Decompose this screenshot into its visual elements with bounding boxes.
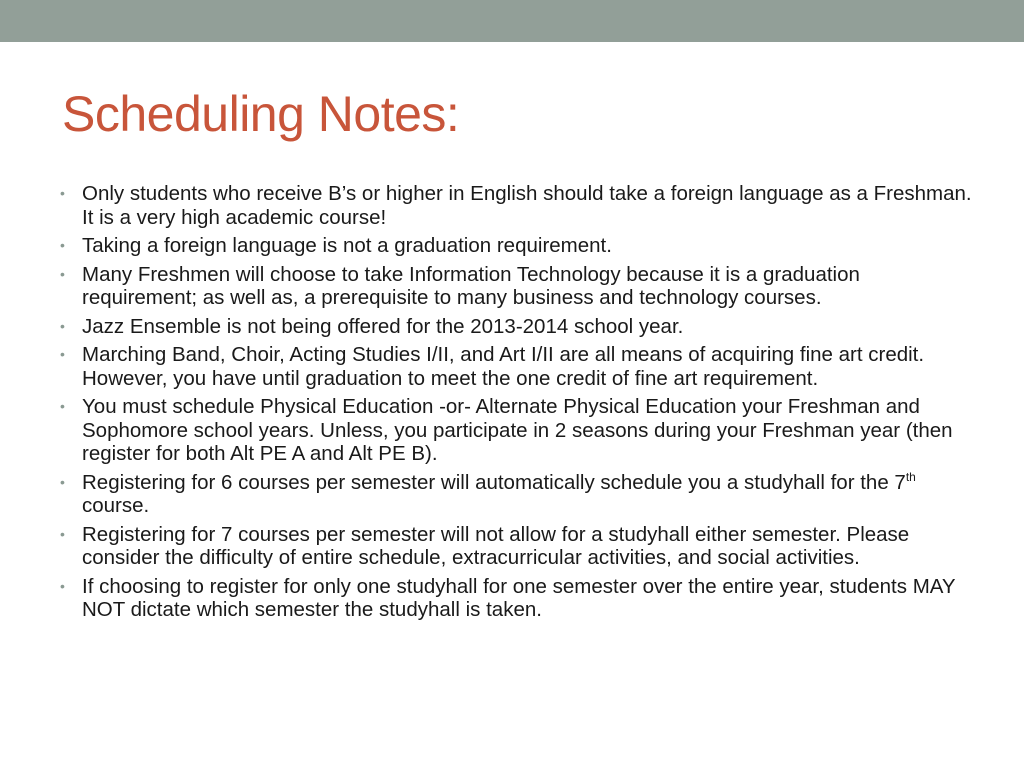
list-item xyxy=(60,182,980,229)
bullet-icon: • xyxy=(60,346,65,362)
list-item xyxy=(60,575,980,622)
bullet-text: If choosing to register for only one studyhall for one semester over the entire year, students MAY NOT dictate which semester the studyhall is taken. xyxy=(82,574,956,621)
superscript: th xyxy=(905,469,916,484)
top-accent-bar xyxy=(0,0,1024,42)
bullet-text-before: Registering for 6 courses per semester will automatically schedule you a studyhall for the 7 xyxy=(82,470,906,494)
list-item xyxy=(60,315,980,339)
bullet-icon: • xyxy=(60,237,65,253)
slide-title: Scheduling Notes: xyxy=(62,86,460,142)
bullet-text xyxy=(82,471,916,518)
bullet-text: Marching Band, Choir, Acting Studies I/II, and Art I/II are all means of acquiring fine art credit. However, you have until graduation to meet the one credit of fine art requirement. xyxy=(82,343,925,390)
bullet-icon: • xyxy=(60,185,65,201)
list-item xyxy=(60,343,980,390)
bullet-icon: • xyxy=(60,473,65,490)
list-item xyxy=(60,471,980,518)
bullet-text: You must schedule Physical Education -or- Alternate Physical Education your Freshman and Sophomore school years. Unless, you participate in 2 seasons during your Freshman year (then register for both Alt PE A and Alt PE B). xyxy=(82,395,953,465)
bullet-icon: • xyxy=(60,265,65,282)
bullet-icon: • xyxy=(60,317,65,334)
bullet-text-after: course. xyxy=(82,494,150,517)
bullet-icon: • xyxy=(60,525,65,542)
bullet-icon: • xyxy=(60,398,65,414)
bullet-icon: • xyxy=(60,577,65,594)
bullet-text: Only students who receive B’s or higher in English should take a foreign language as a Freshman. It is a very high academic course! xyxy=(82,182,972,229)
bullet-text: Many Freshmen will choose to take Information Technology because it is a graduation requirement; as well as, a prerequisite to many business and technology courses. xyxy=(82,262,860,309)
list-item xyxy=(60,395,980,466)
list-item xyxy=(60,523,980,570)
list-item xyxy=(60,234,980,258)
bullet-text: Jazz Ensemble is not being offered for the 2013-2014 school year. xyxy=(82,314,684,338)
bullet-text: Registering for 7 courses per semester will not allow for a studyhall either semester. Please consider the difficulty of entire schedule, extracurricular activities, and social activities. xyxy=(82,522,910,569)
bullet-text: Taking a foreign language is not a graduation requirement. xyxy=(82,234,612,257)
list-item xyxy=(60,263,980,310)
bullet-list xyxy=(60,182,980,627)
